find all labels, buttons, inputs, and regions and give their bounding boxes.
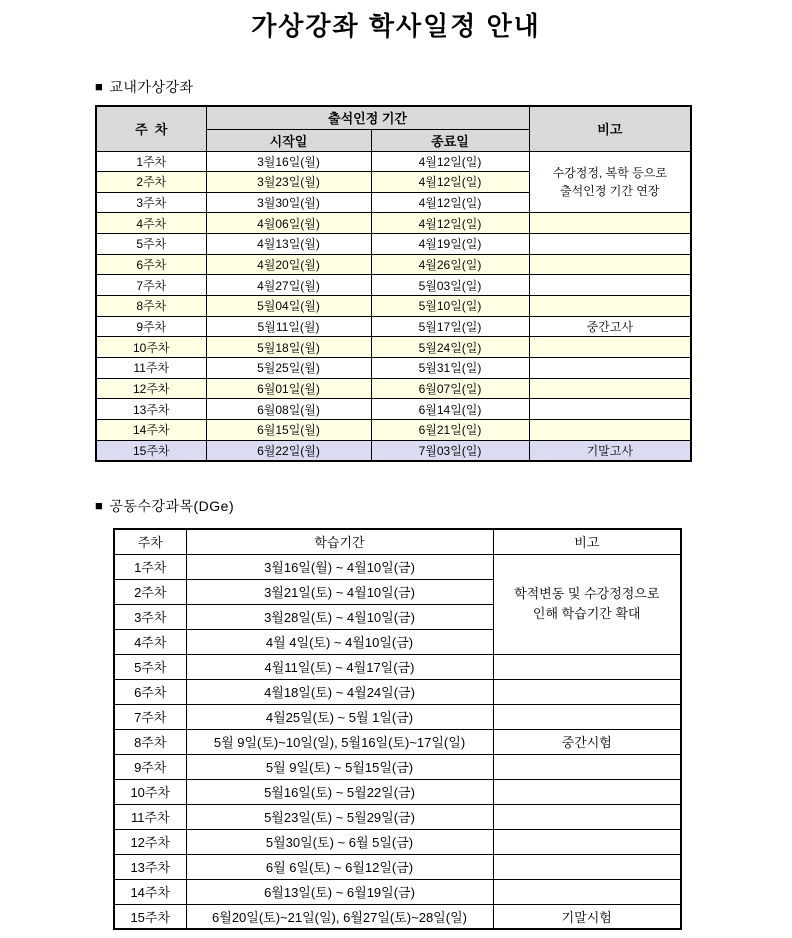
col-header-note: 비고 [529, 106, 691, 151]
note-cell [529, 399, 691, 420]
note-cell [493, 829, 681, 854]
table-row [114, 804, 681, 829]
merged-note-cell [529, 151, 691, 213]
start-date-cell: 5월04일(월) [206, 296, 371, 317]
week-cell: 2주차 [96, 172, 206, 193]
note-cell: 기말고사 [529, 440, 691, 461]
table-row [114, 654, 681, 679]
end-date-cell: 5월17일(일) [371, 316, 529, 337]
col-header-start-date: 시작일 [206, 129, 371, 151]
week-cell: 1주차 [114, 554, 186, 579]
note-cell [493, 854, 681, 879]
section-heading-campus-label: 교내가상강좌 [109, 79, 194, 95]
table-row [96, 213, 691, 234]
table-row [96, 399, 691, 420]
week-cell: 14주차 [114, 879, 186, 904]
end-date-cell: 6월07일(일) [371, 378, 529, 399]
table-row [96, 378, 691, 399]
col-header-week: 주차 [114, 529, 186, 554]
week-cell: 1주차 [96, 151, 206, 172]
note-cell: 중간고사 [529, 316, 691, 337]
period-cell: 3월28일(토) ~ 4월10일(금) [186, 604, 493, 629]
week-cell: 9주차 [96, 316, 206, 337]
end-date-cell: 4월12일(일) [371, 192, 529, 213]
section-heading-dge-label: 공동수강과목(DGe) [109, 498, 235, 514]
page-title: 가상강좌 학사일정 안내 [251, 11, 541, 41]
section-heading-campus [95, 77, 194, 97]
table-row-final [114, 904, 681, 929]
table-row [96, 358, 691, 379]
col-header-learning-period: 학습기간 [186, 529, 493, 554]
end-date-cell: 5월31일(일) [371, 358, 529, 379]
note-cell [529, 337, 691, 358]
col-header-end-date: 종료일 [371, 129, 529, 151]
period-cell: 5월 9일(토)~10일(일), 5월16일(토)~17일(일) [186, 729, 493, 754]
table-row [114, 554, 681, 579]
week-cell: 6주차 [114, 679, 186, 704]
period-cell: 4월18일(토) ~ 4월24일(금) [186, 679, 493, 704]
week-cell: 9주차 [114, 754, 186, 779]
week-cell: 5주차 [96, 234, 206, 255]
note-cell [529, 378, 691, 399]
table-row [96, 234, 691, 255]
end-date-cell: 6월21일(일) [371, 420, 529, 441]
period-cell: 4월25일(토) ~ 5월 1일(금) [186, 704, 493, 729]
note-line: 인해 학습기간 확대 [532, 606, 641, 621]
period-cell: 5월 9일(토) ~ 5월15일(금) [186, 754, 493, 779]
col-header-week: 주 차 [96, 106, 206, 151]
note-cell [529, 420, 691, 441]
week-cell: 2주차 [114, 579, 186, 604]
week-cell: 7주차 [96, 275, 206, 296]
note-cell [529, 254, 691, 275]
note-cell [493, 804, 681, 829]
start-date-cell: 4월27일(월) [206, 275, 371, 296]
week-cell: 11주차 [114, 804, 186, 829]
week-cell: 10주차 [114, 779, 186, 804]
note-line: 수강정정, 복학 등으로 [552, 165, 667, 180]
week-cell: 4주차 [96, 213, 206, 234]
section-heading-dge [95, 496, 234, 516]
start-date-cell: 5월11일(월) [206, 316, 371, 337]
table-row [96, 296, 691, 317]
period-cell: 6월20일(토)~21일(일), 6월27일(토)~28일(일) [186, 904, 493, 929]
end-date-cell: 7월03일(일) [371, 440, 529, 461]
table-row [114, 879, 681, 904]
start-date-cell: 3월30일(월) [206, 192, 371, 213]
week-cell: 3주차 [96, 192, 206, 213]
col-header-note: 비고 [493, 529, 681, 554]
dge-schedule-table [113, 528, 682, 930]
note-cell [529, 234, 691, 255]
end-date-cell: 5월10일(일) [371, 296, 529, 317]
week-cell: 11주차 [96, 358, 206, 379]
period-cell: 5월16일(토) ~ 5월22일(금) [186, 779, 493, 804]
period-cell: 5월23일(토) ~ 5월29일(금) [186, 804, 493, 829]
period-cell: 4월11일(토) ~ 4월17일(금) [186, 654, 493, 679]
table-header-row [114, 529, 681, 554]
note-cell [493, 879, 681, 904]
period-cell: 4월 4일(토) ~ 4월10일(금) [186, 629, 493, 654]
end-date-cell: 4월12일(일) [371, 213, 529, 234]
start-date-cell: 3월23일(월) [206, 172, 371, 193]
period-cell: 6월 6일(토) ~ 6월12일(금) [186, 854, 493, 879]
note-cell [493, 679, 681, 704]
table-header-row [96, 106, 691, 129]
note-cell [529, 213, 691, 234]
note-cell [493, 704, 681, 729]
end-date-cell: 4월19일(일) [371, 234, 529, 255]
table-row [96, 316, 691, 337]
period-cell: 6월13일(토) ~ 6월19일(금) [186, 879, 493, 904]
note-cell [529, 275, 691, 296]
start-date-cell: 6월22일(월) [206, 440, 371, 461]
note-line: 출석인정 기간 연장 [560, 183, 660, 198]
start-date-cell: 6월08일(월) [206, 399, 371, 420]
start-date-cell: 6월15일(월) [206, 420, 371, 441]
week-cell: 15주차 [96, 440, 206, 461]
table-row [114, 679, 681, 704]
week-cell: 3주차 [114, 604, 186, 629]
note-cell [493, 779, 681, 804]
table-row [96, 254, 691, 275]
campus-schedule-table [95, 105, 692, 462]
end-date-cell: 5월03일(일) [371, 275, 529, 296]
square-bullet-icon: ■ [95, 79, 104, 94]
table-row-final [96, 440, 691, 461]
note-cell: 중간시험 [493, 729, 681, 754]
note-cell [493, 654, 681, 679]
week-cell: 4주차 [114, 629, 186, 654]
week-cell: 12주차 [96, 378, 206, 399]
square-bullet-icon: ■ [95, 498, 104, 513]
period-cell: 5월30일(토) ~ 6월 5일(금) [186, 829, 493, 854]
end-date-cell: 6월14일(일) [371, 399, 529, 420]
start-date-cell: 4월06일(월) [206, 213, 371, 234]
period-cell: 3월21일(토) ~ 4월10일(금) [186, 579, 493, 604]
note-cell [493, 754, 681, 779]
note-cell: 기말시험 [493, 904, 681, 929]
start-date-cell: 6월01일(월) [206, 378, 371, 399]
merged-note-cell [493, 554, 681, 654]
table-row [114, 854, 681, 879]
week-cell: 5주차 [114, 654, 186, 679]
note-line: 학적변동 및 수강정정으로 [514, 586, 660, 601]
table-row [96, 275, 691, 296]
table-row [114, 704, 681, 729]
week-cell: 15주차 [114, 904, 186, 929]
start-date-cell: 5월18일(월) [206, 337, 371, 358]
col-header-attendance-period: 출석인정 기간 [206, 106, 529, 129]
end-date-cell: 5월24일(일) [371, 337, 529, 358]
end-date-cell: 4월12일(일) [371, 151, 529, 172]
week-cell: 10주차 [96, 337, 206, 358]
week-cell: 14주차 [96, 420, 206, 441]
table-row [96, 151, 691, 172]
week-cell: 13주차 [96, 399, 206, 420]
week-cell: 7주차 [114, 704, 186, 729]
note-cell [529, 296, 691, 317]
table-row [96, 337, 691, 358]
end-date-cell: 4월26일(일) [371, 254, 529, 275]
start-date-cell: 4월20일(월) [206, 254, 371, 275]
table-row [114, 779, 681, 804]
start-date-cell: 5월25일(월) [206, 358, 371, 379]
week-cell: 13주차 [114, 854, 186, 879]
table-row [114, 829, 681, 854]
table-row [96, 420, 691, 441]
week-cell: 6주차 [96, 254, 206, 275]
week-cell: 8주차 [114, 729, 186, 754]
week-cell: 12주차 [114, 829, 186, 854]
note-cell [529, 358, 691, 379]
start-date-cell: 3월16일(월) [206, 151, 371, 172]
table-row [114, 729, 681, 754]
week-cell: 8주차 [96, 296, 206, 317]
table-row [114, 754, 681, 779]
period-cell: 3월16일(월) ~ 4월10일(금) [186, 554, 493, 579]
start-date-cell: 4월13일(월) [206, 234, 371, 255]
end-date-cell: 4월12일(일) [371, 172, 529, 193]
